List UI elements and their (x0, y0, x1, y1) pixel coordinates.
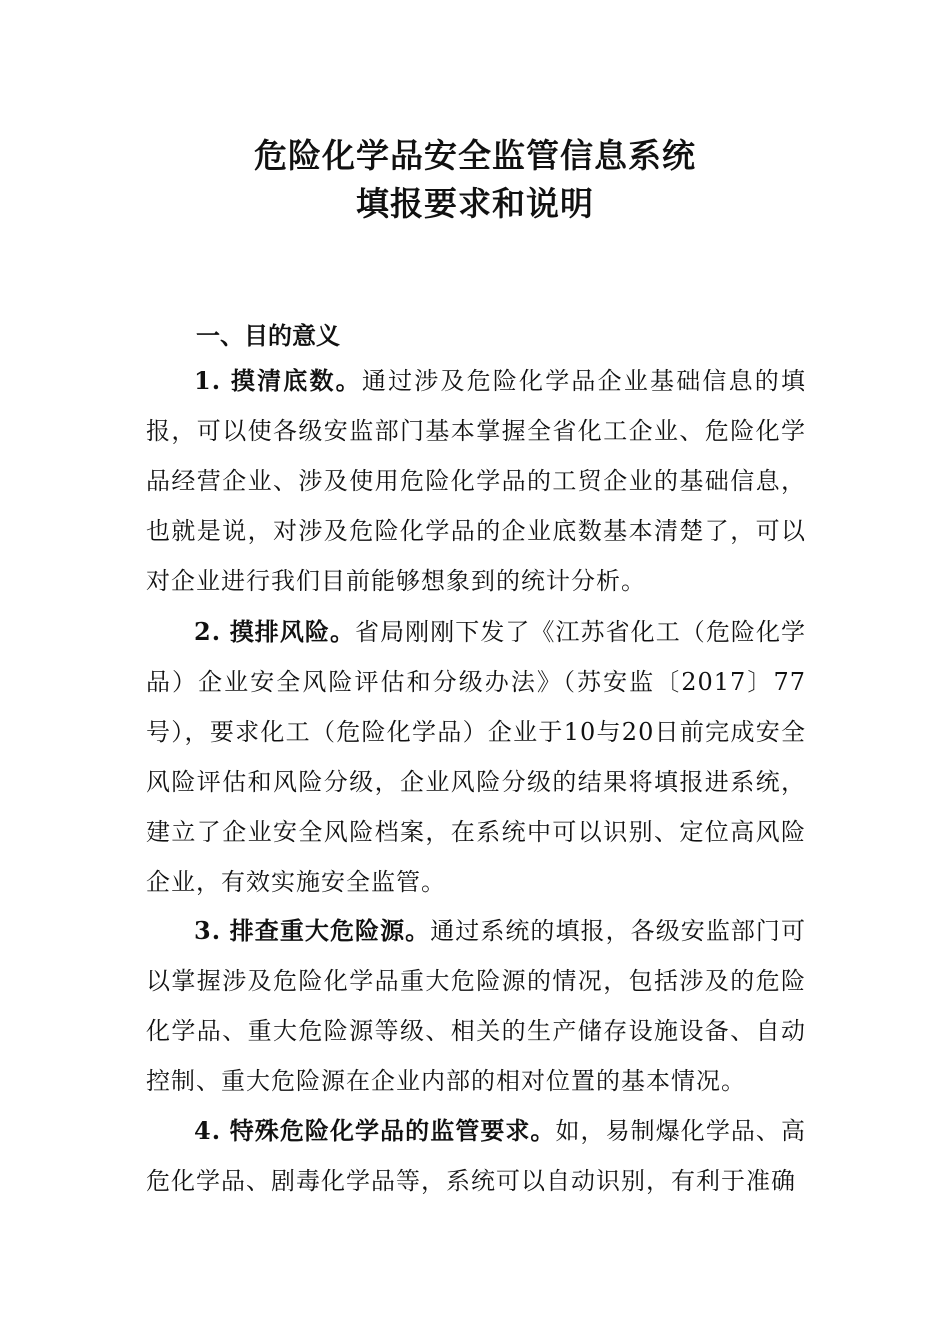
paragraph-1-number: 1. (194, 366, 222, 395)
paragraph-2 (146, 607, 806, 907)
paragraph-4-body: 如，易制爆化学品、高危化学品、剧毒化学品等，系统可以自动识别，有利于准确 (146, 1117, 806, 1195)
paragraph-2-number: 2. (194, 617, 222, 646)
paragraph-2-body: 省局刚刚下发了《江苏省化工（危险化学品）企业安全风险评估和分级办法》（苏安监〔2017〕77号），要求化工（危险化学品）企业于10与20日前完成安全风险评估和风险分级，企业风险分级的结果将填报进系统，建立了企业安全风险档案，在系统中可以识别、定位高风险企业，有效实施安全监管。 (146, 618, 807, 896)
paragraph-3 (146, 906, 806, 1106)
paragraph-3-body: 通过系统的填报，各级安监部门可以掌握涉及危险化学品重大危险源的情况，包括涉及的危险化学品、重大危险源等级、相关的生产储存设施设备、自动控制、重大危险源在企业内部的相对位置的基本情况。 (146, 917, 806, 1095)
paragraph-4-lead: 特殊危险化学品的监管要求。 (229, 1116, 556, 1145)
section-heading: 一、目的意义 (196, 322, 340, 350)
paragraph-4-number: 4. (194, 1116, 222, 1145)
paragraph-1-lead: 摸清底数。 (230, 366, 362, 395)
paragraph-3-lead: 排查重大危险源。 (229, 916, 431, 945)
paragraph-2-lead: 摸排风险。 (229, 617, 356, 646)
paragraph-4 (146, 1106, 806, 1206)
paragraph-3-number: 3. (194, 916, 222, 945)
paragraph-1-body: 通过涉及危险化学品企业基础信息的填报，可以使各级安监部门基本掌握全省化工企业、危险化学品经营企业、涉及使用危险化学品的工贸企业的基础信息，也就是说，对涉及危险化学品的企业底数基本清楚了，可以对企业进行我们目前能够想象到的统计分析。 (146, 367, 806, 595)
document-title-line-1: 危险化学品安全监管信息系统 (254, 136, 696, 175)
document-title-line-2: 填报要求和说明 (356, 184, 594, 223)
paragraph-1 (146, 356, 806, 606)
